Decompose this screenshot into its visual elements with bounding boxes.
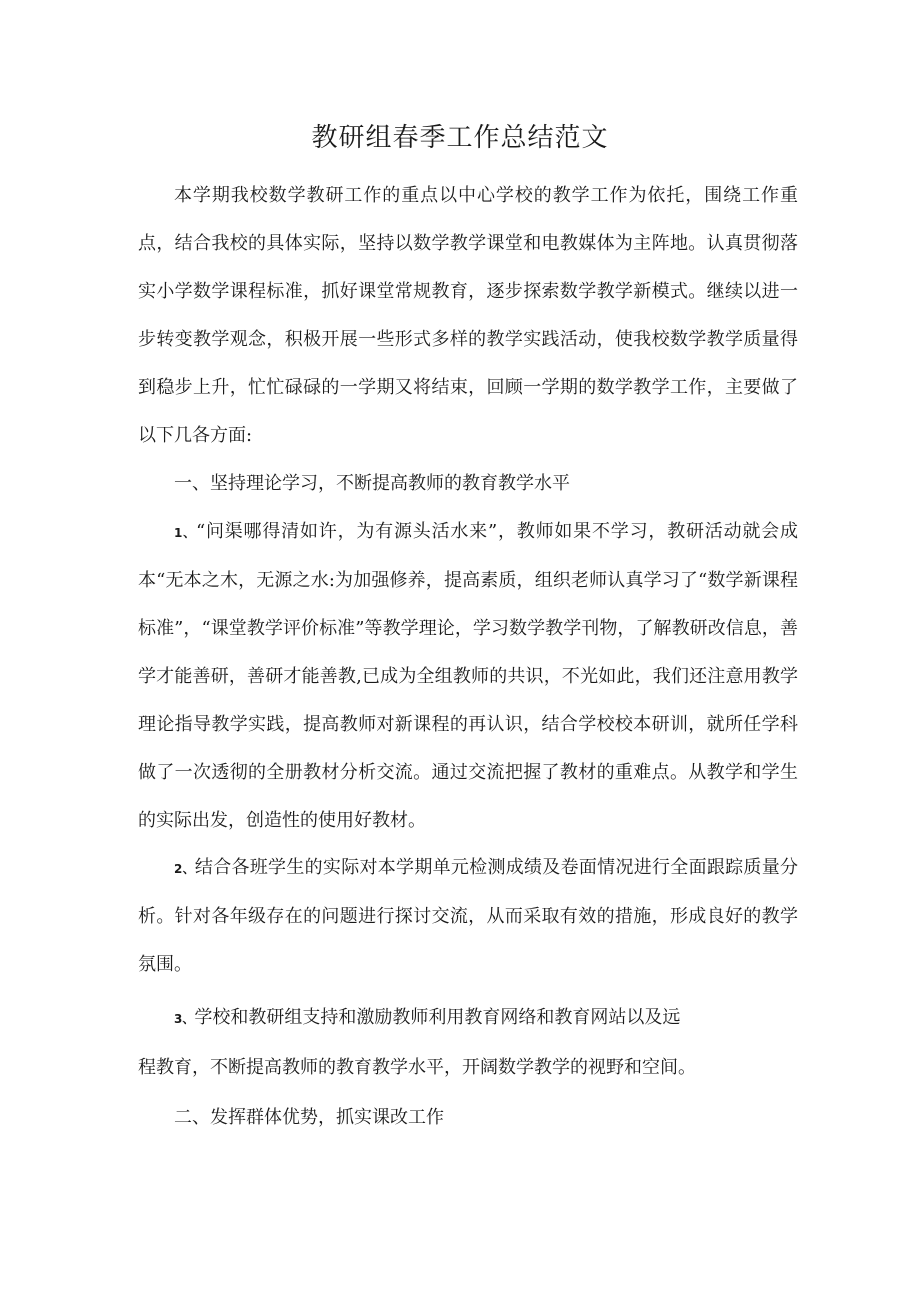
list-item-1-text: “问渠哪得清如许，为有源头活水来”，教师如果不学习，教研活动就会成本“无本之木，无源之水:为加强修养，提高素质，组织老师认真学习了“数学新课程标准”，“课堂教学评价标准”等教学理论，学习数学教学刊物，了解教研改信息，善学才能善研，善研才能善教,已成为全组教师的共识，不光如此，我们还注意用教学理论指导教学实践，提高教师对新课程的再认识，结合学校校本研训，就所任学科做了一次透彻的全册教材分析交流。通过交流把握了教材的重难点。从教学和学生的实际出发，创造性的使用好教材。 — [138, 521, 798, 831]
section-heading-2-text: 二、发挥群体优势，抓实课改工作 — [174, 1107, 444, 1128]
list-item-2-text: 结合各班学生的实际对本学期单元检测成绩及卷面情况进行全面跟踪质量分析。针对各年级存在的问题进行探讨交流，从而采取有效的措施，形成良好的教学氛围。 — [138, 857, 798, 975]
intro-text: 本学期我校数学教研工作的重点以中心学校的教学工作为依托，围绕工作重点，结合我校的具体实际，坚持以数学教学课堂和电教媒体为主阵地。认真贯彻落实小学数学课程标准，抓好课堂常规教育，逐步探索数学教学新模式。继续以进一步转变教学观念，积极开展一些形式多样的教学实践活动，使我校数学教学质量得到稳步上升，忙忙碌碌的一学期又将结束，回顾一学期的数学教学工作，主要做了以下几各方面: — [138, 185, 798, 446]
list-item-3-number: 3、 — [174, 1012, 195, 1026]
section-heading-1-text: 一、坚持理论学习，不断提高教师的教育教学水平 — [174, 473, 570, 494]
document-title: 教研组春季工作总结范文 — [311, 123, 609, 153]
list-item-3-continuation — [138, 1044, 798, 1092]
section-heading-1 — [138, 460, 798, 508]
list-item-1 — [138, 508, 798, 845]
list-item-2-number: 2、 — [174, 862, 195, 876]
list-item-3-text: 学校和教研组支持和激励教师利用教育网络和教育网站以及远 — [194, 1007, 681, 1028]
list-item-3 — [138, 994, 798, 1043]
list-item-1-number: 1、 — [174, 526, 196, 540]
list-item-2 — [138, 844, 798, 989]
list-item-3-continuation-text: 程教育，不断提高教师的教育教学水平，开阔数学教学的视野和空间。 — [138, 1057, 696, 1078]
intro-paragraph — [138, 172, 798, 460]
section-heading-2 — [138, 1094, 798, 1142]
